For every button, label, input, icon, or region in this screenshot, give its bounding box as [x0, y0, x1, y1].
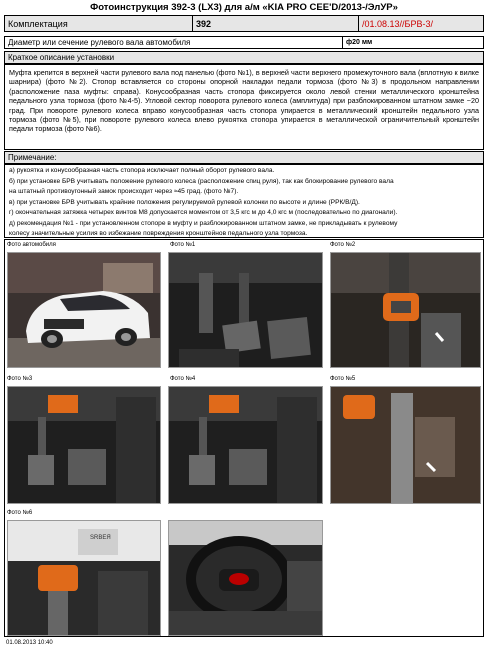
note-item: в) при установке БРВ учитывать крайние положения регулируемой рулевой колонки по высоте и длине (РРК/В/Д).: [9, 198, 360, 206]
footer-timestamp: 01.08.2013 10:40: [6, 640, 53, 646]
photo-6: [7, 520, 161, 636]
installation-description: Муфта крепится в верхней части рулевого вала под панелью (фото №1), в верхней части верхнего промежуточного вала (вплотную к вилке шарнира) (фото №2). Стопор вставляется со стороны опорной накладки педали тормоза (фото №3) в продольном направлении (расположение паза муфты: справа). Конусообразная часть стопора фиксируется около левой стенки металлического кронштейна педального узла тормоза (фото №4-5). Угловой сектор поворота рулевого колеса (амплитуда) при разблокированном штатном замке ~20 град. При повороте рулевого колеса вправо конусообразная часть стопора упирается в металлический кронштейн педального узла тормоза (фото №5), при повороте рулевого колеса влево рукоятка стопора упирается в металлической ограничительный кронштейн педали тормоза (фото №6).: [4, 64, 484, 150]
photo-1: [168, 252, 323, 368]
photo-6-label: Фото №6: [7, 510, 33, 516]
shaft-row: [4, 36, 484, 49]
photo-2: [330, 252, 481, 368]
install-label-row: [4, 51, 484, 64]
note-item: г) окончательная затяжка четырех винтов М8 допускается моментом от 3,5 кгс м до 4,0 кгс м (последовательно по диагонали).: [9, 209, 398, 216]
shaft-label: Диаметр или сечение рулевого вала автомобиля: [5, 37, 343, 48]
photo-2-label: Фото №2: [330, 242, 356, 248]
note-item: а) рукоятка и конусообразная часть стопора исключает полный оборот рулевого вала.: [9, 167, 275, 174]
photo-car: [7, 252, 161, 368]
photo-5-label: Фото №5: [330, 376, 356, 382]
photo-4: [168, 386, 323, 504]
photo-7: [168, 520, 323, 636]
shaft-value: ф20 мм: [346, 39, 373, 46]
photo-3: [7, 386, 161, 504]
photo-3-label: Фото №3: [7, 376, 33, 382]
photo-5: [330, 386, 481, 504]
kit-row: [4, 15, 484, 32]
photo-1-label: Фото №1: [170, 242, 196, 248]
page-title: Фотоинструкция 392-3 (LX3) для а/м «KIA PRO CEE'D/2013-/ЭлУР»: [90, 2, 398, 13]
note-item: колесу значительные усилия во избежание повреждения кронштейнов педального узла тормоза.: [9, 230, 308, 237]
notes-list: [4, 164, 484, 238]
notes-label-row: [4, 151, 484, 164]
kit-value: 392: [193, 16, 359, 31]
kit-code: /01.08.13//БРВ-3/: [362, 18, 433, 29]
note-item: б) при установке БРВ учитывать положение рулевого колеса (расположение спиц руля), так как блокирование рулевого вала: [9, 177, 394, 185]
photo-car-label: Фото автомобиля: [7, 242, 56, 248]
notes-label: Примечание:: [8, 153, 57, 162]
photo-4-label: Фото №4: [170, 376, 196, 382]
note-item: на штатный противоугонный замок происходит через ≈45 град. (фото №7).: [9, 188, 239, 195]
install-label: Краткое описание установки: [8, 53, 115, 62]
photo-6-caption: SRBEЯ: [90, 535, 111, 541]
kit-label: Комплектация: [5, 16, 193, 31]
note-item: д) рекомендация №1 - при установленном стопоре в муфту и разблокированном штатном замке, не прикладывать к рулевому: [9, 219, 398, 227]
